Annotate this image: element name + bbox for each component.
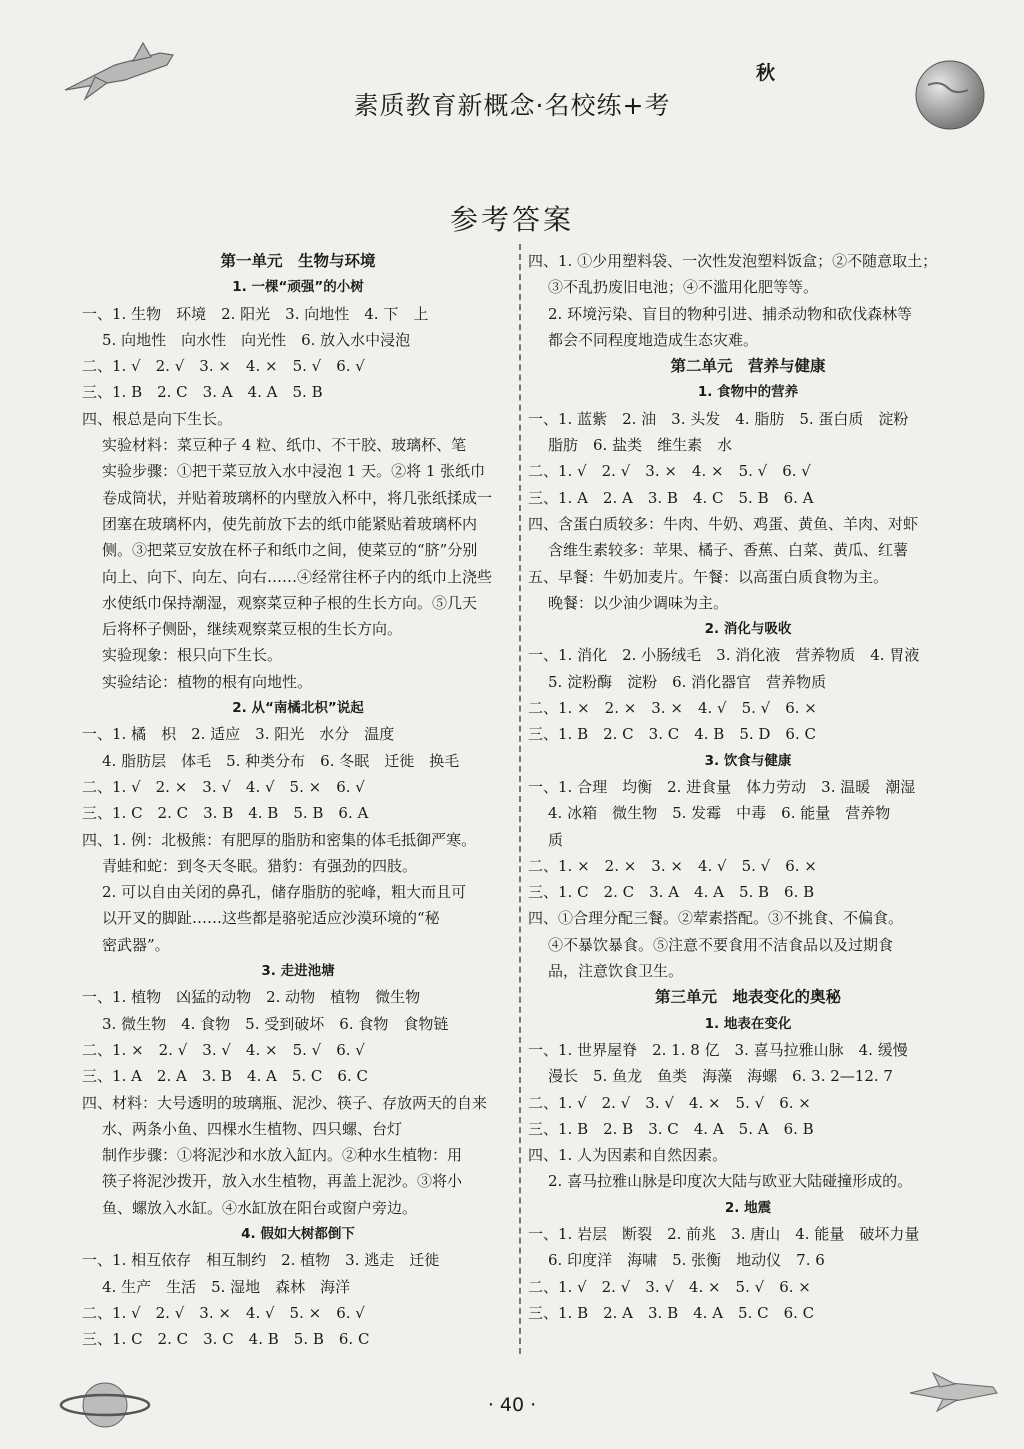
answer-line: 4. 生产 生活 5. 湿地 森林 海洋: [102, 1277, 351, 1296]
answer-line: 向上、向下、向左、向右……④经常往杯子内的纸巾上浇些: [102, 567, 493, 586]
unit-heading: 第一单元 生物与环境: [220, 252, 376, 270]
answer-line: 二、1. √ 2. √ 3. × 4. × 5. √ 6. √: [528, 462, 811, 481]
answer-line: 2. 环境污染、盲目的物种引进、捕杀动物和砍伐森林等: [548, 304, 913, 323]
unit-heading: 第二单元 营养与健康: [670, 357, 826, 376]
answer-line: 三、1. C 2. C 3. B 4. B 5. B 6. A: [82, 804, 369, 823]
answer-line: 以开叉的脚趾……这些都是骆驼适应沙漠环境的“秘: [102, 909, 440, 928]
answer-line: 二、1. × 2. √ 3. √ 4. × 5. √ 6. √: [82, 1040, 365, 1059]
answer-line: 6. 印度洋 海啸 5. 张衡 地动仪 7. 6: [548, 1251, 825, 1270]
answer-line: 一、1. 消化 2. 小肠绒毛 3. 消化液 营养物质 4. 胃液: [528, 646, 920, 665]
answer-line: 2. 喜马拉雅山脉是印度次大陆与欧亚大陆碰撞形成的。: [548, 1172, 913, 1191]
answer-line: 三、1. A 2. A 3. B 4. C 5. B 6. A: [528, 488, 814, 507]
answer-line: 密武器”。: [102, 935, 170, 954]
answer-line: 后将杯子侧卧，继续观察菜豆根的生长方向。: [102, 620, 403, 639]
answer-line: 侧。③把菜豆安放在杯子和纸巾之间，使菜豆的“脐”分别: [102, 541, 478, 560]
answer-line: 三、1. C 2. C 3. C 4. B 5. B 6. C: [82, 1330, 370, 1349]
answer-line: 一、1. 世界屋脊 2. 1. 8 亿 3. 喜马拉雅山脉 4. 缓慢: [528, 1040, 908, 1059]
series-title: 素质教育新概念·名校练+考: [353, 91, 671, 120]
answer-line: 鱼、螺放入水缸。④水缸放在阳台或窗户旁边。: [102, 1198, 418, 1217]
answer-line: 四、根总是向下生长。: [82, 409, 233, 428]
answer-line: ③不乱扔废旧电池；④不滥用化肥等等。: [548, 278, 819, 297]
page-number: · 40 ·: [487, 1394, 537, 1416]
answer-line: 5. 淀粉酶 淀粉 6. 消化器官 营养物质: [548, 672, 827, 691]
answer-line: 水使纸巾保持潮湿，观察菜豆种子根的生长方向。⑤几天: [102, 593, 478, 612]
answer-line: 二、1. √ 2. √ 3. × 4. × 5. √ 6. √: [82, 357, 365, 376]
answer-line: 5. 向地性 向水性 向光性 6. 放入水中浸泡: [102, 330, 411, 349]
answer-line: 都会不同程度地造成生态灾难。: [548, 330, 759, 349]
answer-line: 实验现象：根只向下生长。: [102, 646, 283, 665]
answer-line: 五、早餐：牛奶加麦片。午餐：以高蛋白质食物为主。: [528, 567, 889, 586]
answer-line: 实验步骤：①把干菜豆放入水中浸泡 1 天。②将 1 张纸巾: [102, 462, 486, 481]
lesson-heading: 2. 消化与吸收: [704, 621, 792, 638]
answer-line: 一、1. 生物 环境 2. 阳光 3. 向地性 4. 下 上: [82, 304, 429, 323]
lesson-heading: 3. 饮食与健康: [704, 752, 792, 769]
answer-line: 二、1. × 2. × 3. × 4. √ 5. √ 6. ×: [528, 699, 817, 718]
answer-line: 筷子将泥沙拨开，放入水生植物，再盖上泥沙。③将小: [102, 1172, 463, 1191]
answer-line: 一、1. 岩层 断裂 2. 前兆 3. 唐山 4. 能量 破坏力量: [528, 1224, 920, 1243]
answer-line: 四、1. 人为因素和自然因素。: [528, 1146, 728, 1165]
answer-line: 脂肪 6. 盐类 维生素 水: [548, 436, 733, 455]
lesson-heading: 2. 地震: [724, 1199, 772, 1216]
left-column: [82, 248, 514, 1352]
lesson-heading: 4. 假如大树都倒下: [241, 1225, 355, 1242]
answer-line: 晚餐：以少油少调味为主。: [548, 593, 729, 612]
answer-line: 团塞在玻璃杯内，使先前放下去的纸巾能紧贴着玻璃杯内: [102, 514, 478, 533]
answer-line: 三、1. B 2. C 3. A 4. A 5. B: [82, 383, 323, 402]
lesson-heading: 3. 走进池塘: [261, 963, 335, 980]
answer-line: 卷成筒状，并贴着玻璃杯的内壁放入杯中，将几张纸揉成一: [102, 488, 493, 507]
lesson-heading: 2. 从“南橘北枳”说起: [232, 700, 364, 717]
answer-line: 四、1. ①少用塑料袋、一次性发泡塑料饭盒；②不随意取土；: [528, 252, 938, 270]
answer-line: 二、1. × 2. × 3. × 4. √ 5. √ 6. ×: [528, 856, 817, 875]
answer-line: ④不暴饮暴食。⑤注意不要食用不洁食品以及过期食: [548, 935, 894, 954]
lesson-heading: 1. 食物中的营养: [697, 384, 799, 401]
answer-line: 四、含蛋白质较多：牛肉、牛奶、鸡蛋、黄鱼、羊肉、对虾: [528, 514, 919, 533]
season-label: 秋: [756, 62, 776, 84]
answer-line: 含维生素较多：苹果、橘子、香蕉、白菜、黄瓜、红薯: [548, 541, 909, 560]
answer-line: 品，注意饮食卫生。: [548, 962, 684, 981]
answer-line: 2. 可以自由关闭的鼻孔，储存脂肪的驼峰，粗大而且可: [102, 883, 467, 902]
answer-line: 二、1. √ 2. √ 3. × 4. √ 5. × 6. √: [82, 1303, 365, 1322]
answer-line: 一、1. 相互依存 相互制约 2. 植物 3. 逃走 迁徙: [82, 1251, 440, 1270]
answer-line: 4. 脂肪层 体毛 5. 种类分布 6. 冬眠 迁徙 换毛: [102, 751, 460, 770]
answer-line: 一、1. 橘 枳 2. 适应 3. 阳光 水分 温度: [82, 725, 395, 744]
answer-line: 实验结论：植物的根有向地性。: [102, 672, 313, 691]
answer-line: 四、1. 例：北极熊：有肥厚的脂肪和密集的体毛抵御严寒。: [82, 830, 477, 849]
answer-line: 一、1. 蓝紫 2. 油 3. 头发 4. 脂肪 5. 蛋白质 淀粉: [528, 409, 909, 428]
answer-line: 制作步骤：①将泥沙和水放入缸内。②种水生植物：用: [102, 1146, 463, 1165]
answer-line: 二、1. √ 2. × 3. √ 4. √ 5. × 6. √: [82, 777, 365, 796]
page-title: 参考答案: [449, 203, 574, 236]
answer-line: 三、1. B 2. C 3. C 4. B 5. D 6. C: [528, 725, 816, 744]
answer-line: 一、1. 植物 凶猛的动物 2. 动物 植物 微生物: [82, 988, 421, 1007]
answer-line: 水、两条小鱼、四棵水生植物、四只螺、台灯: [102, 1119, 403, 1138]
answer-line: 一、1. 合理 均衡 2. 进食量 体力劳动 3. 温暖 潮湿: [528, 777, 916, 796]
answer-line: 二、1. √ 2. √ 3. √ 4. × 5. √ 6. ×: [528, 1277, 811, 1296]
answer-line: 4. 冰箱 微生物 5. 发霉 中毒 6. 能量 营养物: [548, 804, 891, 823]
answer-line: 三、1. A 2. A 3. B 4. A 5. C 6. C: [82, 1067, 368, 1086]
answer-line: 三、1. B 2. A 3. B 4. A 5. C 6. C: [528, 1303, 815, 1322]
answer-line: 四、①合理分配三餐。②荤素搭配。③不挑食、不偏食。: [528, 909, 904, 928]
answer-line: 三、1. B 2. B 3. C 4. A 5. A 6. B: [528, 1119, 814, 1138]
answer-line: 二、1. √ 2. √ 3. √ 4. × 5. √ 6. ×: [528, 1093, 811, 1112]
answer-line: 实验材料：菜豆种子 4 粒、纸巾、不干胶、玻璃杯、笔: [102, 436, 467, 455]
answer-line: 质: [548, 830, 564, 849]
lesson-heading: 1. 一棵“顽强”的小树: [232, 279, 364, 296]
answer-line: 漫长 5. 鱼龙 鱼类 海藻 海螺 6. 3. 2—12. 7: [548, 1067, 893, 1086]
lesson-heading: 1. 地表在变化: [704, 1015, 792, 1032]
right-column: [528, 248, 968, 1326]
column-divider: [519, 244, 521, 1354]
answer-line: 三、1. C 2. C 3. A 4. A 5. B 6. B: [528, 883, 815, 902]
answer-line: 四、材料：大号透明的玻璃瓶、泥沙、筷子、存放两天的自来: [82, 1093, 488, 1112]
answer-line: 青蛙和蛇：到冬天冬眠。猎豹：有强劲的四肢。: [102, 856, 418, 875]
answer-line: 3. 微生物 4. 食物 5. 受到破坏 6. 食物 食物链: [102, 1014, 449, 1033]
unit-heading: 第三单元 地表变化的奥秘: [654, 988, 841, 1007]
